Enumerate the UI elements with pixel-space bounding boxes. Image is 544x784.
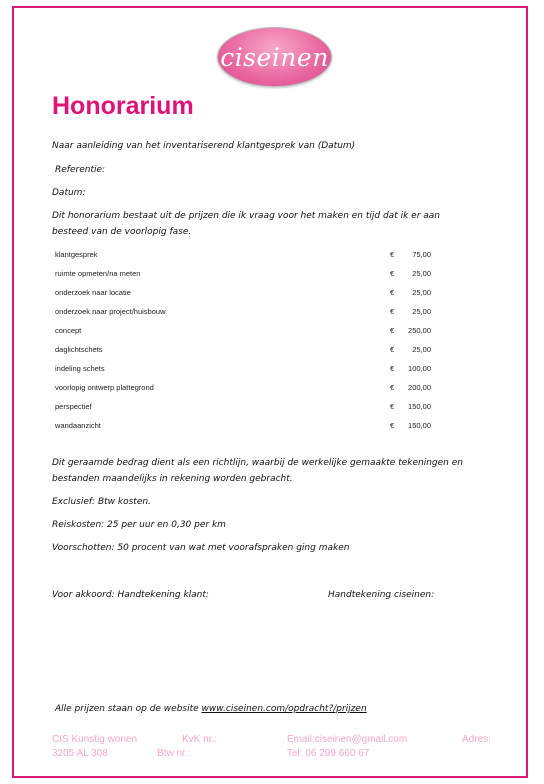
footer-company: CIS Kunstig wonen (52, 734, 138, 745)
footer-btw: Btw nr.: (157, 748, 191, 759)
item-description: concept (55, 326, 82, 335)
price-row (55, 321, 445, 340)
item-currency: € (390, 250, 395, 259)
logo-text: ciseinen (220, 42, 329, 72)
item-currency: € (390, 269, 395, 278)
exclusief-text: Exclusief: Btw kosten. (52, 497, 151, 507)
page-title: Honorarium (52, 92, 194, 120)
item-currency: € (390, 345, 395, 354)
item-description: voorlopig ontwerp plattegrond (55, 383, 154, 392)
price-row (55, 283, 445, 302)
item-amount: 200,00 (408, 383, 431, 392)
item-currency: € (390, 383, 395, 392)
footer-kvk: KvK nr.: (182, 734, 218, 745)
item-description: perspectief (55, 402, 92, 411)
item-amount: 100,00 (408, 364, 431, 373)
item-currency: € (390, 288, 395, 297)
voorschotten-text: Voorschotten: 50 procent van wat met voorafspraken ging maken (52, 543, 350, 553)
item-amount: 150,00 (408, 421, 431, 430)
item-description: onderzoek naar project/huisbouw (55, 307, 166, 316)
item-description: klantgesprek (55, 250, 98, 259)
item-amount: 25,00 (412, 345, 431, 354)
item-description: daglichtschets (55, 345, 103, 354)
note-line-2: bestanden maandelijks in rekening worden gebracht. (52, 474, 293, 484)
item-amount: 25,00 (412, 307, 431, 316)
price-list (55, 245, 445, 435)
price-row (55, 397, 445, 416)
datum-label: Datum: (52, 188, 86, 198)
item-currency: € (390, 364, 395, 373)
item-description: ruimte opmeten/na meten (55, 269, 141, 278)
item-description: indeling schets (55, 364, 105, 373)
price-row (55, 378, 445, 397)
footer-tel: Tel: 06 299 660 67 (287, 748, 370, 759)
client-signature-label: Voor akkoord: Handtekening klant: (52, 590, 209, 600)
description-line-2: besteed van de voorlopig fase. (52, 227, 192, 237)
item-currency: € (390, 326, 395, 335)
price-row (55, 416, 445, 435)
item-description: onderzoek naar locatie (55, 288, 131, 297)
prices-website-line (55, 701, 367, 717)
intro-text: Naar aanleiding van het inventariserend klantgesprek van (Datum) (52, 141, 356, 151)
company-logo (217, 27, 332, 87)
price-row (55, 340, 445, 359)
prices-website-link[interactable]: www.ciseinen.com/opdracht?/prijzen (201, 704, 367, 714)
item-amount: 150,00 (408, 402, 431, 411)
item-amount: 250,00 (408, 326, 431, 335)
price-row (55, 245, 445, 264)
item-amount: 25,00 (412, 288, 431, 297)
item-currency: € (390, 307, 395, 316)
footer-adres: Adres: (462, 734, 491, 745)
item-description: wandaanzicht (55, 421, 101, 430)
reiskosten-text: Reiskosten: 25 per uur en 0,30 per km (52, 520, 226, 530)
prices-website-prefix: Alle prijzen staan op de website (55, 704, 202, 714)
item-amount: 75,00 (412, 250, 431, 259)
company-signature-label: Handtekening ciseinen: (328, 590, 435, 600)
item-currency: € (390, 421, 395, 430)
price-row (55, 264, 445, 283)
item-currency: € (390, 402, 395, 411)
description-line-1: Dit honorarium bestaat uit de prijzen die ik vraag voor het maken en tijd dat ik er aan (52, 211, 440, 221)
item-amount: 25,00 (412, 269, 431, 278)
price-row (55, 302, 445, 321)
price-row (55, 359, 445, 378)
footer-email: Email:ciseinen@gmail.com (287, 734, 408, 745)
note-line-1: Dit geraamde bedrag dient als een richtlijn, waarbij de werkelijke gemaakte tekeningen en (52, 458, 463, 468)
referentie-label: Referentie: (55, 165, 106, 175)
footer-postcode: 3205 AL 308 (52, 748, 108, 759)
